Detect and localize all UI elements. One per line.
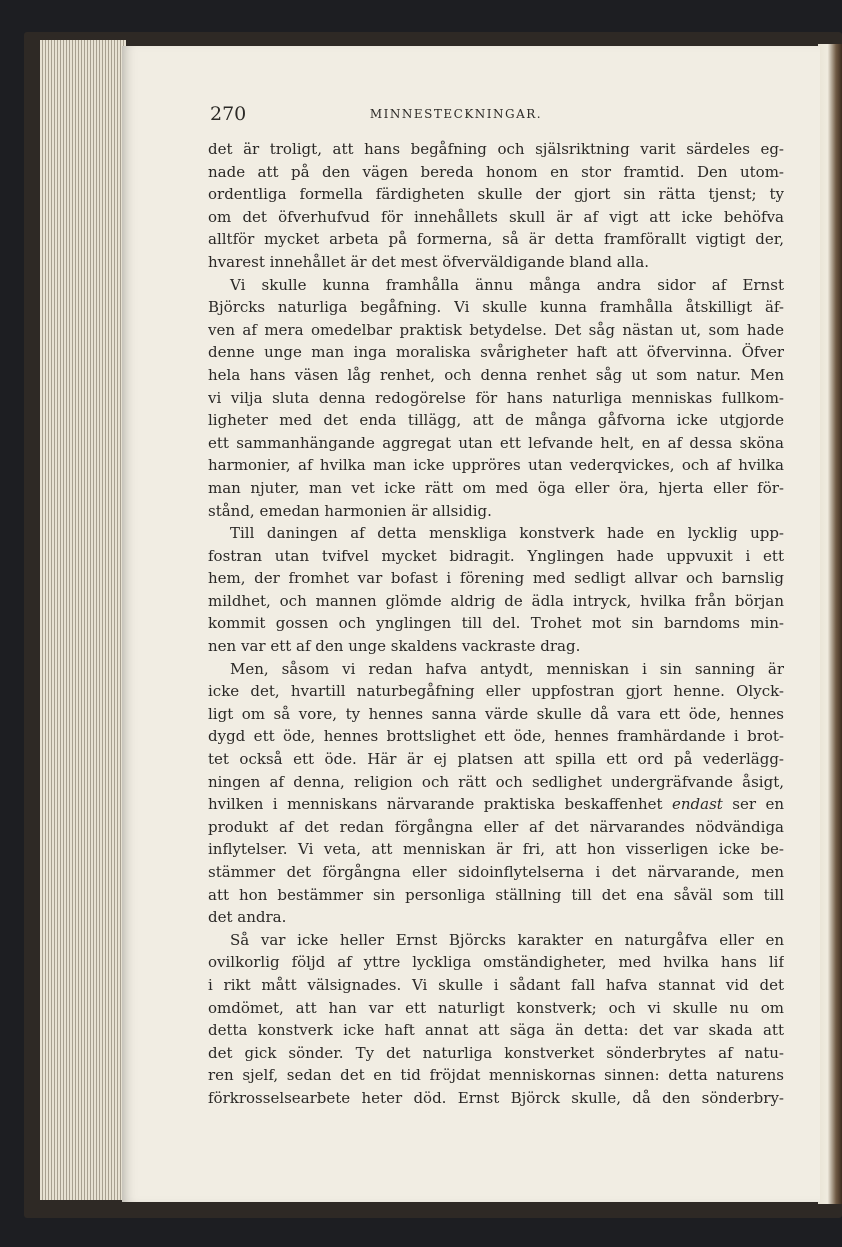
text-line (208, 884, 784, 907)
text-line (208, 545, 784, 568)
text-line (208, 409, 784, 432)
text-line-content: Vi skulle kunna framhålla ännu många andra sidor af Ernst (230, 275, 784, 294)
text-line-content: Till daningen af detta menskliga konstverk hade en lycklig upp- (230, 524, 784, 543)
text-line-content: det är troligt, att hans begåfning och själsriktning varit särdeles eg- (208, 140, 784, 158)
text-line (208, 929, 784, 952)
text-line-content: tet också ett öde. Här är ej platsen att spilla ett ord på vederlägg- (208, 750, 784, 769)
text-line-content: nade att på den vägen bereda honom en stor framtid. Den utom- (208, 162, 784, 181)
text-line (208, 341, 784, 364)
page-edges (40, 40, 126, 1200)
text-line-content: denne unge man inga moraliska svårigheter haft att öfvervinna. Öfver (208, 343, 784, 362)
text-line (208, 432, 784, 455)
text-line (208, 658, 784, 681)
text-line-content: att hon bestämmer sin personliga ställning till det ena såväl som till (208, 885, 784, 904)
text-line (208, 364, 784, 387)
text-line (208, 680, 784, 703)
text-line (208, 1064, 784, 1087)
text-line-content: Men, såsom vi redan hafva antydt, menniskan i sin sanning är (230, 659, 784, 678)
text-line (208, 477, 784, 500)
text-line (208, 206, 784, 229)
text-line (208, 251, 784, 274)
text-line (208, 793, 784, 816)
text-line-content: mildhet, och mannen glömde aldrig de ädla intryck, hvilka från början (208, 591, 784, 610)
body-text (208, 138, 784, 1110)
text-line-content: detta konstverk icke haft annat att säga än detta: det var skada att (208, 1021, 784, 1040)
text-line-content: Björcks naturliga begåfning. Vi skulle kunna framhålla åtskilligt äf- (208, 298, 784, 317)
text-line-content: förkrosselsearbete heter död. Ernst Björck skulle, då den sönderbry- (208, 1088, 784, 1107)
text-line (208, 997, 784, 1020)
text-line (208, 1087, 784, 1110)
text-line-content: man njuter, man vet icke rätt om med öga eller öra, hjerta eller för- (208, 478, 784, 497)
text-line (208, 974, 784, 997)
text-line-content: Så var icke heller Ernst Björcks karakter en naturgåfva eller en (230, 930, 784, 949)
running-title: MINNESTECKNINGAR. (369, 107, 543, 121)
text-line-content: stånd, emedan harmonien är allsidig. (208, 501, 492, 520)
text-line-content: ren sjelf, sedan det en tid fröjdat menniskornas sinnen: detta naturens (208, 1066, 784, 1085)
text-line-content: hela hans väsen låg renhet, och denna renhet såg ut som natur. Men (208, 365, 784, 384)
text-line (208, 612, 784, 635)
book-spine-edge (818, 44, 842, 1204)
text-line (208, 454, 784, 477)
text-line-content: fostran utan tvifvel mycket bidragit. Ynglingen hade uppvuxit i ett (208, 546, 784, 565)
text-line (208, 274, 784, 297)
text-line-content: kommit gossen och ynglingen till del. Trohet mot sin barndoms min- (208, 614, 784, 633)
text-line (208, 703, 784, 726)
text-line-content: om det öfverhufvud för innehållets skull är af vigt att icke behöfva (208, 207, 784, 226)
text-line (208, 296, 784, 319)
text-line-content: icke det, hvartill naturbegåfning eller uppfostran gjort henne. Olyck- (208, 682, 784, 701)
text-line (208, 816, 784, 839)
text-line-content: ven af mera omedelbar praktisk betydelse. Det såg nästan ut, som hade (208, 320, 784, 339)
text-line-content: nen var ett af den unge skaldens vackraste drag. (208, 637, 581, 656)
text-line-content: i rikt mått välsignades. Vi skulle i sådant fall hafva stannat vid det (208, 975, 784, 994)
book-page (122, 46, 820, 1202)
text-line (208, 183, 784, 206)
text-line-content: vi vilja sluta denna redogörelse för hans naturliga menniskas fullkom- (208, 388, 784, 407)
text-line (208, 567, 784, 590)
page-header (210, 103, 702, 129)
text-line-content: det andra. (208, 908, 287, 927)
text-line-content: dygd ett öde, hennes brottslighet ett öde, hennes framhärdande i brot- (208, 727, 784, 746)
text-line-continuation: ser en (722, 795, 784, 814)
text-line (208, 161, 784, 184)
text-line-content: ovilkorlig följd af yttre lyckliga omständigheter, med hvilka hans lif (208, 953, 784, 972)
text-line-content: ligt om så vore, ty hennes sanna värde skulle då vara ett öde, hennes (208, 704, 784, 723)
text-line-content: stämmer det förgångna eller sidoinflytelserna i det närvarande, men (208, 863, 784, 881)
text-line (208, 725, 784, 748)
text-line-content: ligheter med det enda tillägg, att de många gåfvorna icke utgjorde (208, 411, 784, 430)
text-line-content: omdömet, att han var ett naturligt konstverk; och vi skulle nu om (208, 998, 784, 1017)
text-line (208, 590, 784, 613)
text-line (208, 319, 784, 342)
text-line (208, 228, 784, 251)
text-line-content: hvilken i menniskans närvarande praktiska beskaffenhet (208, 795, 663, 814)
text-line (208, 951, 784, 974)
text-line (208, 1019, 784, 1042)
page-number: 270 (210, 103, 247, 125)
text-line (208, 522, 784, 545)
text-line (208, 635, 784, 658)
text-line-content: harmonier, af hvilka man icke uppröres utan vederqvickes, och af hvilka (208, 456, 784, 475)
text-line (208, 861, 784, 884)
text-line-content: ningen af denna, religion och rätt och sedlighet undergräfvande åsigt, (208, 772, 784, 791)
text-line (208, 771, 784, 794)
text-line (208, 1042, 784, 1065)
text-line-content: ordentliga formella färdigheten skulle der gjort sin rätta tjenst; ty (208, 185, 784, 204)
text-line (208, 138, 784, 161)
text-line (208, 906, 784, 929)
text-line-content: alltför mycket arbeta på formerna, så är detta framförallt vigtigt der, (208, 230, 784, 249)
text-line (208, 748, 784, 771)
text-line-content: inflytelser. Vi veta, att menniskan är fri, att hon visserligen icke be- (208, 840, 784, 859)
text-line-content: det gick sönder. Ty det naturliga konstverket sönderbrytes af natu- (208, 1043, 784, 1062)
text-line-content: hem, der fromhet var bofast i förening med sedligt allvar och barnslig (208, 569, 784, 588)
text-line-content: produkt af det redan förgångna eller af det närvarandes nödvändiga (208, 817, 784, 836)
emphasized-word: endast (671, 795, 723, 814)
text-line (208, 387, 784, 410)
text-line (208, 838, 784, 861)
text-line (208, 500, 784, 523)
text-line-content: hvarest innehållet är det mest öfverväldigande bland alla. (208, 252, 650, 271)
text-line-content: ett sammanhängande aggregat utan ett lefvande helt, en af dessa sköna (208, 433, 784, 452)
